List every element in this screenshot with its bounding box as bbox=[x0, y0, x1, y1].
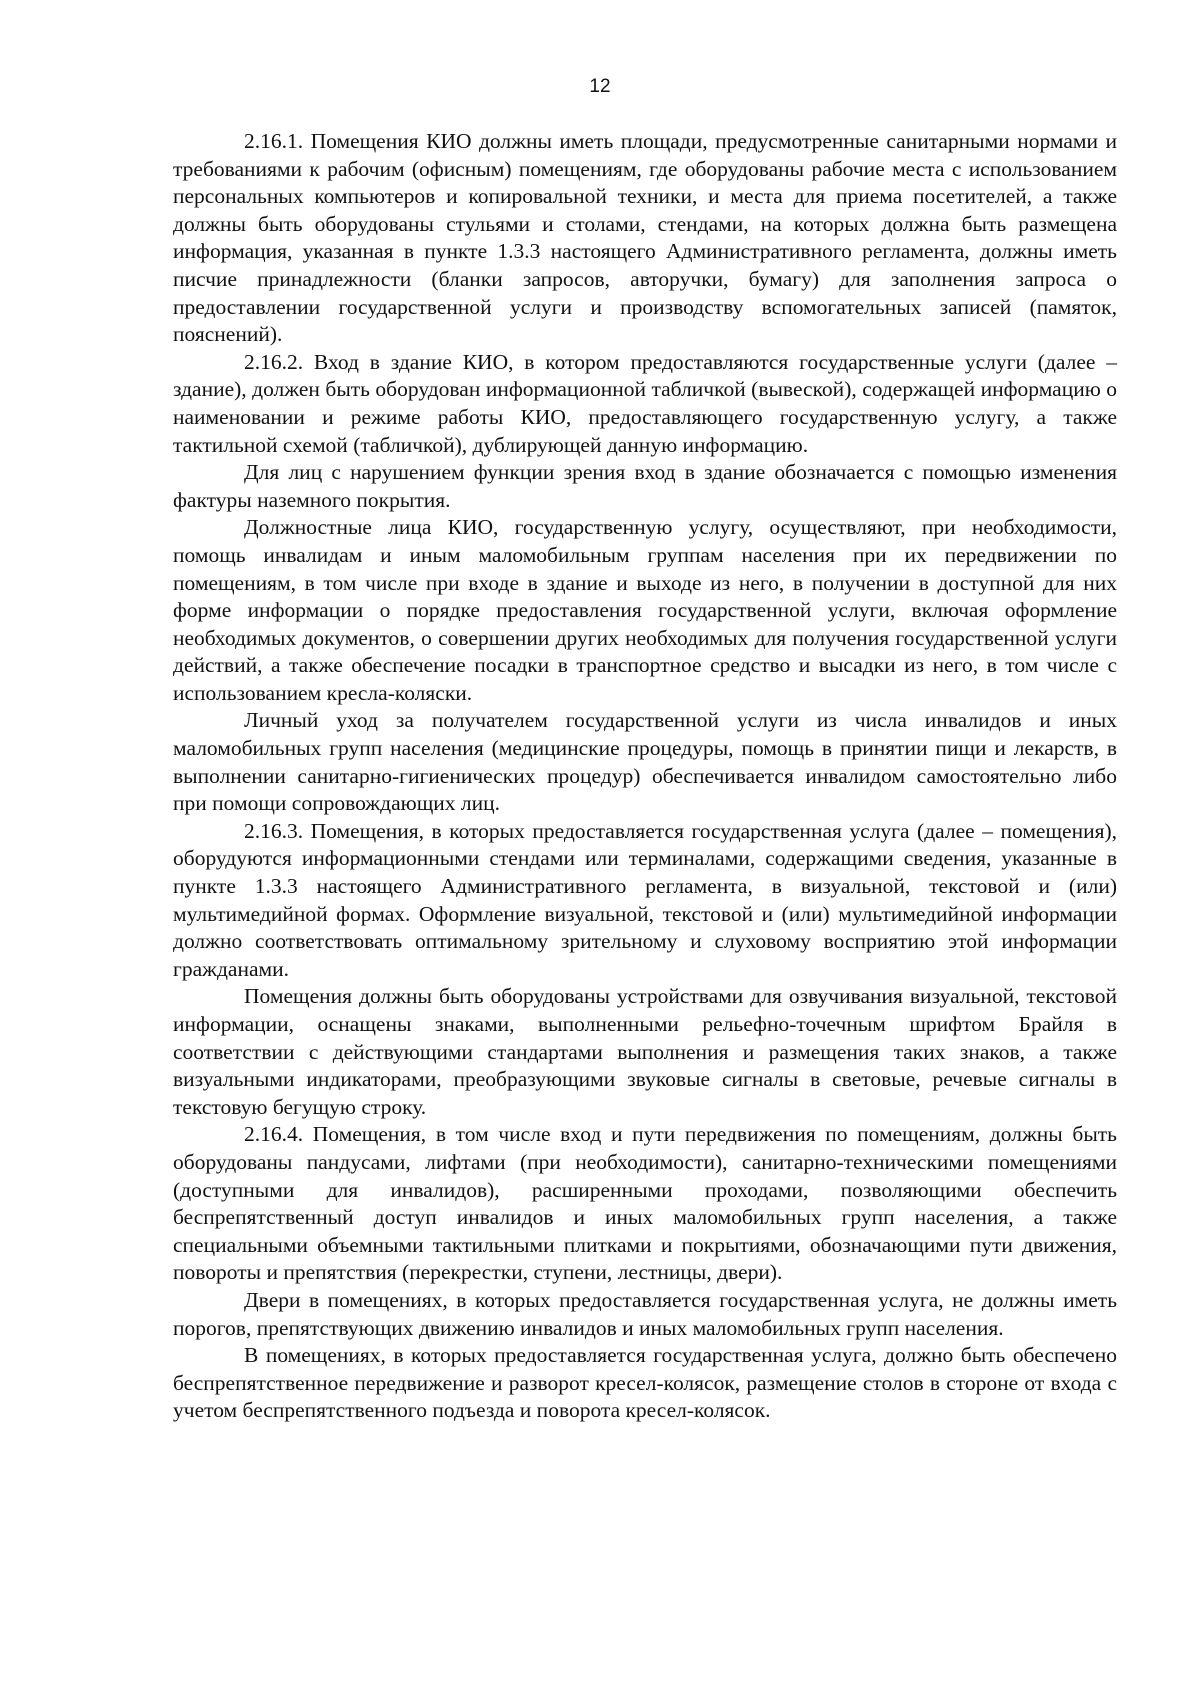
document-body bbox=[173, 128, 1117, 1425]
paragraph-2-16-2: 2.16.2. Вход в здание КИО, в котором предоставляются государственные услуги (далее – здание), должен быть оборудован информационной табличкой (вывеской), содержащей информацию о наименовании и режиме работы КИО, предоставляющего государственную услугу, а также тактильной схемой (табличкой), дублирующей данную информацию. bbox=[173, 349, 1117, 457]
paragraph-doors-thresholds: Двери в помещениях, в которых предоставляется государственная услуга, не должны иметь порогов, препятствующих движению инвалидов и иных маломобильных групп населения. bbox=[173, 1287, 1117, 1340]
paragraph-officials-assistance: Должностные лица КИО, государственную услугу, осуществляют, при необходимости, помощь инвалидам и иным маломобильным группам населения при их передвижении по помещениям, в том числе при входе в здание и выходе из него, в получении в доступной для них форме информации о порядке предоставления государственной услуги, включая оформление необходимых документов, о совершении других необходимых для получения государственной услуги действий, а также обеспечение посадки в транспортное средство и высадки из него, в том числе с использованием кресла-коляски. bbox=[173, 515, 1117, 705]
page-number: 12 bbox=[589, 76, 611, 97]
paragraph-wheelchair-movement: В помещениях, в которых предоставляется государственная услуга, должно быть обеспечено беспрепятственное передвижение и разворот кресел-колясок, размещение столов в стороне от входа с учетом беспрепятственного подъезда и поворота кресел-колясок. bbox=[173, 1343, 1117, 1423]
paragraph-2-16-4: 2.16.4. Помещения, в том числе вход и пути передвижения по помещениям, должны быть оборудованы пандусами, лифтами (при необходимости), санитарно-техническими помещениями (доступными для инвалидов), расширенными проходами, позволяющими обеспечить беспрепятственный доступ инвалидов и иных маломобильных групп населения, а также специальными объемными тактильными плитками и покрытиями, обозначающими пути движения, повороты и препятствия (перекрестки, ступени, лестницы, двери). bbox=[173, 1122, 1117, 1285]
paragraph-2-16-3: 2.16.3. Помещения, в которых предоставляется государственная услуга (далее – помещения), оборудуются информационными стендами или терминалами, содержащими сведения, указанные в пункте 1.3.3 настоящего Административного регламента, в визуальной, текстовой и (или) мультимедийной формах. Оформление визуальной, текстовой и (или) мультимедийной информации должно соответствовать оптимальному зрительному и слуховому восприятию этой информации гражданами. bbox=[173, 818, 1117, 981]
paragraph-braille-equipment: Помещения должны быть оборудованы устройствами для озвучивания визуальной, текстовой информации, оснащены знаками, выполненными рельефно-точечным шрифтом Брайля в соответствии с действующими стандартами выполнения и размещения таких знаков, а также визуальными индикаторами, преобразующими звуковые сигналы в световые, речевые сигналы в текстовую бегущую строку. bbox=[173, 984, 1117, 1119]
paragraph-vision-impaired-entrance: Для лиц с нарушением функции зрения вход в здание обозначается с помощью изменения фактуры наземного покрытия. bbox=[173, 460, 1117, 512]
paragraph-2-16-1: 2.16.1. Помещения КИО должны иметь площади, предусмотренные санитарными нормами и требованиями к рабочим (офисным) помещениям, где оборудованы рабочие места с использованием персональных компьютеров и копировальной техники, и места для приема посетителей, а также должны быть оборудованы стульями и столами, стендами, на которых должна быть размещена информация, указанная в пункте 1.3.3 настоящего Административного регламента, должны иметь писчие принадлежности (бланки запросов, авторучки, бумагу) для заполнения запроса о предоставлении государственной услуги и производству вспомогательных записей (памяток, пояснений). bbox=[173, 129, 1117, 347]
paragraph-personal-care: Личный уход за получателем государственной услуги из числа инвалидов и иных маломобильных групп населения (медицинские процедуры, помощь в принятии пищи и лекарств, в выполнении санитарно-гигиенических процедур) обеспечивается инвалидом самостоятельно либо при помощи сопровождающих лиц. bbox=[173, 708, 1117, 816]
